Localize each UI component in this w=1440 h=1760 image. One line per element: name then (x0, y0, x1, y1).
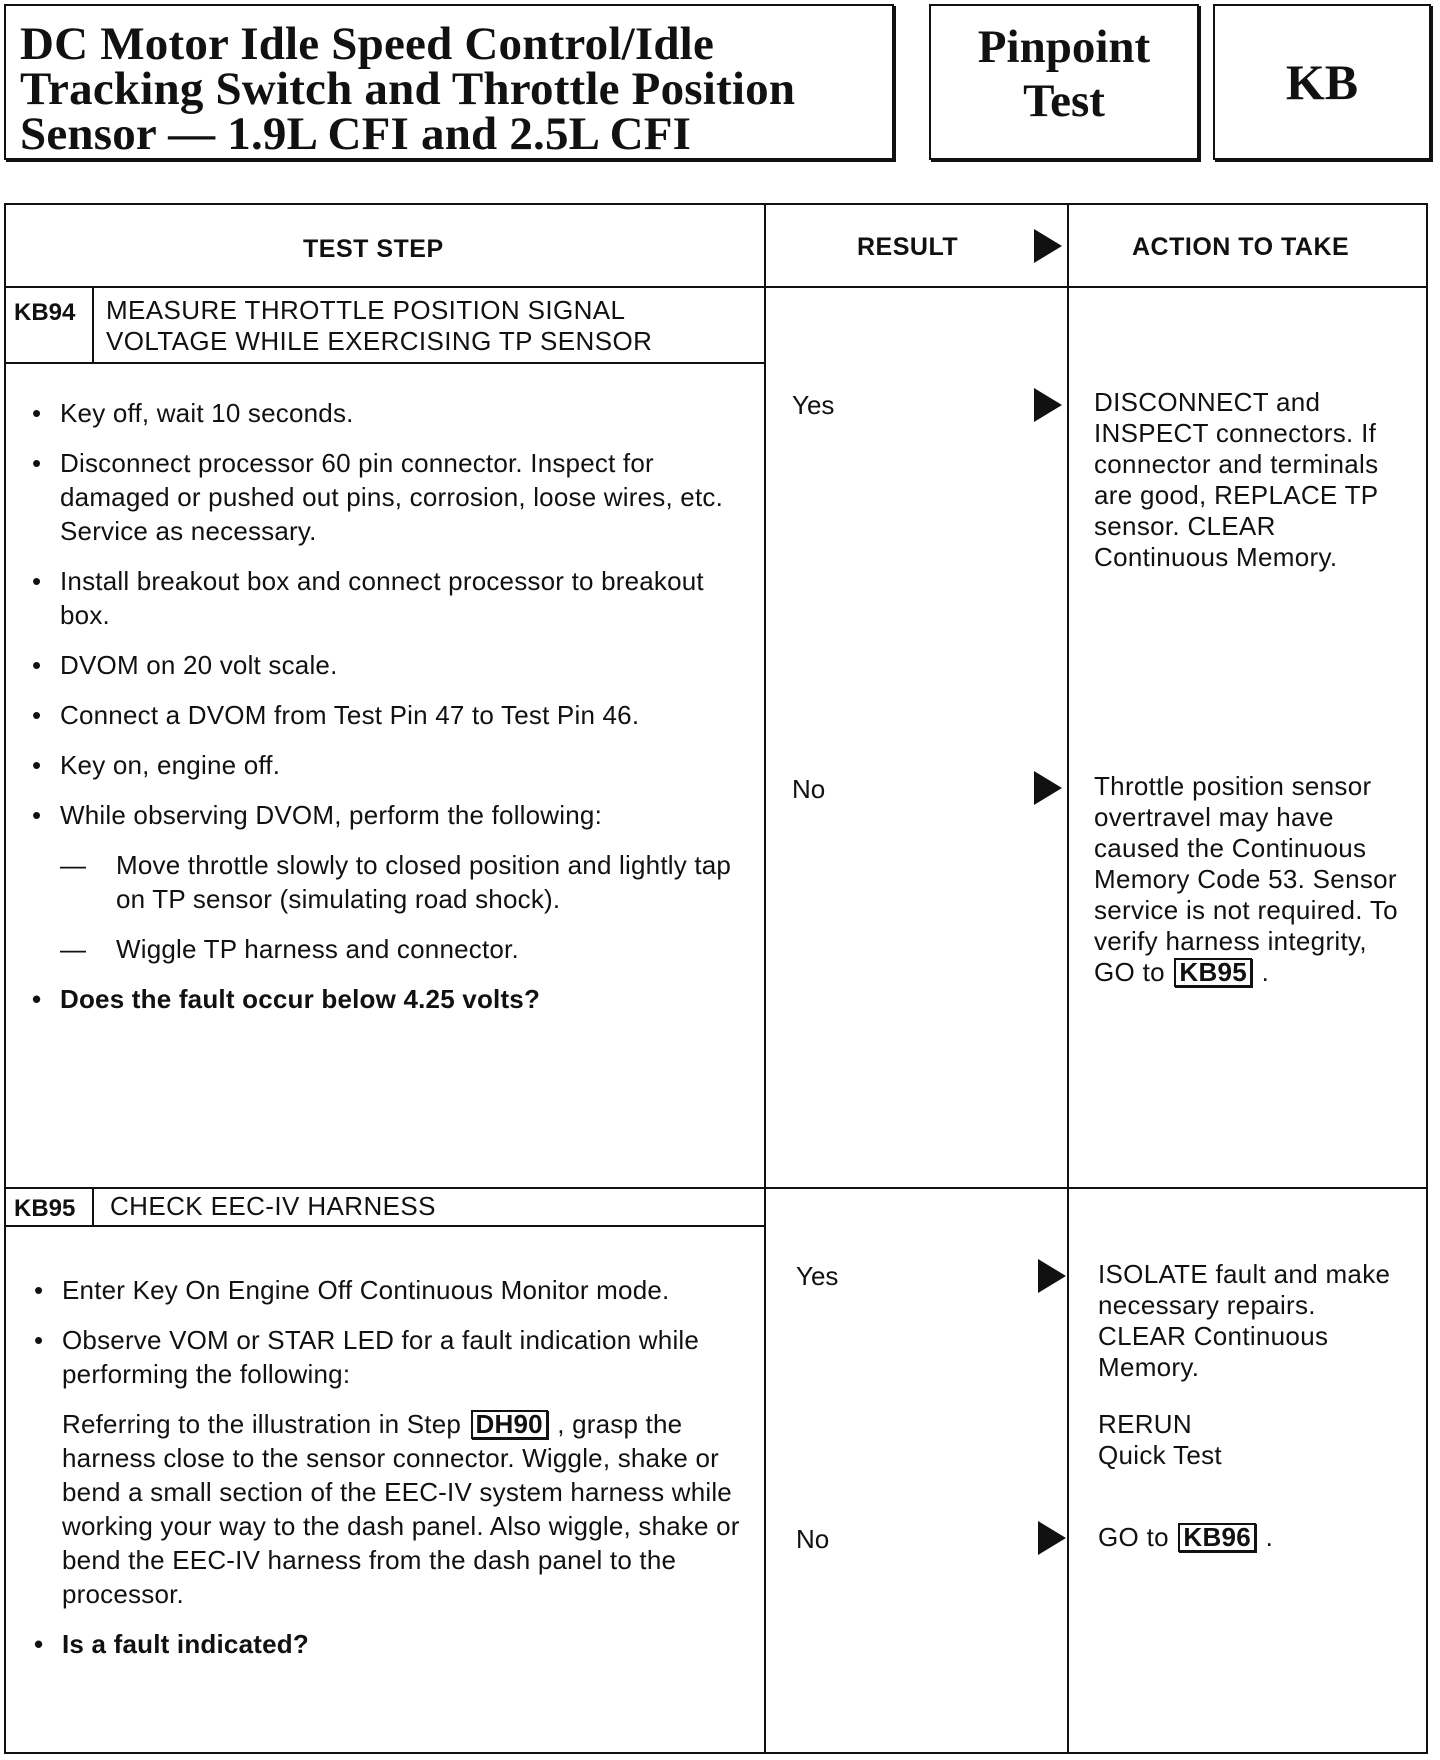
goto-label: GO to (1094, 957, 1165, 987)
column-header-action: ACTION TO TAKE (1132, 233, 1350, 261)
step-procedure (32, 1273, 744, 1677)
step-id: KB95 (14, 1195, 76, 1222)
arrow-icon (1038, 1521, 1066, 1555)
arrow-icon (1038, 1259, 1066, 1293)
step-title: CHECK EEC-IV HARNESS (110, 1191, 436, 1221)
test-table (4, 203, 1428, 1754)
goto-label: GO to (1098, 1522, 1169, 1552)
goto-period: . (1261, 957, 1270, 987)
paragraph-prefix: Referring to the illustration in Step (62, 1409, 462, 1439)
column-divider (1067, 205, 1069, 1752)
list-item: • While observing DVOM, perform the following: (30, 798, 740, 832)
step-title-line: VOLTAGE WHILE EXERCISING TP SENSOR (106, 326, 653, 356)
pinpoint-test-box (929, 4, 1199, 160)
step-title (106, 295, 652, 357)
title-line: Tracking Switch and Throttle Position (20, 63, 796, 115)
step-id-divider (92, 1187, 94, 1225)
list-item: • Observe VOM or STAR LED for a fault indication while performing the following: (32, 1323, 744, 1391)
step-id-divider (92, 286, 94, 362)
step-question: • Is a fault indicated? (32, 1627, 744, 1661)
title-box (4, 4, 894, 160)
action-no-text: Throttle position sensor overtravel may have caused the Continuous Memory Code 53. Sensor service is not required. To verify harness integrity, (1094, 771, 1398, 956)
arrow-icon (1034, 388, 1062, 422)
step-id: KB94 (14, 299, 76, 326)
result-no: No (796, 1524, 830, 1554)
header-divider (6, 286, 1426, 288)
step-ref-kb96[interactable]: KB96 (1178, 1523, 1256, 1552)
row-divider (6, 1187, 1426, 1189)
action-yes (1098, 1259, 1398, 1471)
sub-list-item: — Wiggle TP harness and connector. (30, 932, 740, 966)
test-label: Test (1023, 75, 1105, 127)
result-no: No (792, 774, 826, 804)
test-code-box (1213, 4, 1431, 160)
list-item: • Key off, wait 10 seconds. (30, 396, 740, 430)
action-yes-rerun: RERUN Quick Test (1098, 1409, 1222, 1470)
list-item: • Key on, engine off. (30, 748, 740, 782)
test-code: KB (1285, 54, 1359, 110)
title-line: DC Motor Idle Speed Control/Idle (20, 18, 715, 70)
list-item: • DVOM on 20 volt scale. (30, 648, 740, 682)
action-no (1094, 771, 1414, 988)
step-question: • Does the fault occur below 4.25 volts? (30, 982, 740, 1016)
step-title-line: MEASURE THROTTLE POSITION SIGNAL (106, 295, 626, 325)
title-line: Sensor — 1.9L CFI and 2.5L CFI (20, 108, 692, 160)
arrow-icon (1034, 771, 1062, 805)
column-header-result: RESULT (857, 233, 959, 261)
column-divider (764, 205, 766, 1752)
goto-period: . (1265, 1522, 1274, 1552)
sub-list-item: — Move throttle slowly to closed position and lightly tap on TP sensor (simulating road shock). (30, 848, 740, 916)
list-item: • Install breakout box and connect processor to breakout box. (30, 564, 740, 632)
action-yes: DISCONNECT and INSPECT connectors. If connector and terminals are good, REPLACE TP sensor. CLEAR Continuous Memory. (1094, 387, 1379, 572)
list-item: • Enter Key On Engine Off Continuous Monitor mode. (32, 1273, 744, 1307)
step-title-underline (6, 362, 764, 364)
step-paragraph (32, 1407, 744, 1611)
pinpoint-label: Pinpoint (977, 21, 1151, 73)
page-title (20, 18, 892, 160)
step-ref-dh90[interactable]: DH90 (471, 1410, 548, 1439)
column-header-test-step: TEST STEP (303, 235, 444, 263)
result-yes: Yes (792, 390, 835, 420)
step-ref-kb95[interactable]: KB95 (1174, 958, 1252, 987)
arrow-icon (1034, 229, 1062, 263)
result-yes: Yes (796, 1261, 839, 1291)
step-procedure (30, 396, 740, 1032)
list-item: • Disconnect processor 60 pin connector. Inspect for damaged or pushed out pins, corrosion, loose wires, etc. Service as necessary. (30, 446, 740, 548)
list-item: • Connect a DVOM from Test Pin 47 to Test Pin 46. (30, 698, 740, 732)
paragraph-text: , grasp the harness close to the sensor connector. Wiggle, shake or bend a small section of the EEC-IV system harness while working your way to the dash panel. Also wiggle, shake or bend the EEC-IV harness from the dash panel to the processor. (62, 1409, 740, 1609)
step-title-underline (6, 1225, 764, 1227)
action-no (1098, 1522, 1398, 1553)
action-yes-text: ISOLATE fault and make necessary repairs. CLEAR Continuous Memory. (1098, 1259, 1391, 1382)
